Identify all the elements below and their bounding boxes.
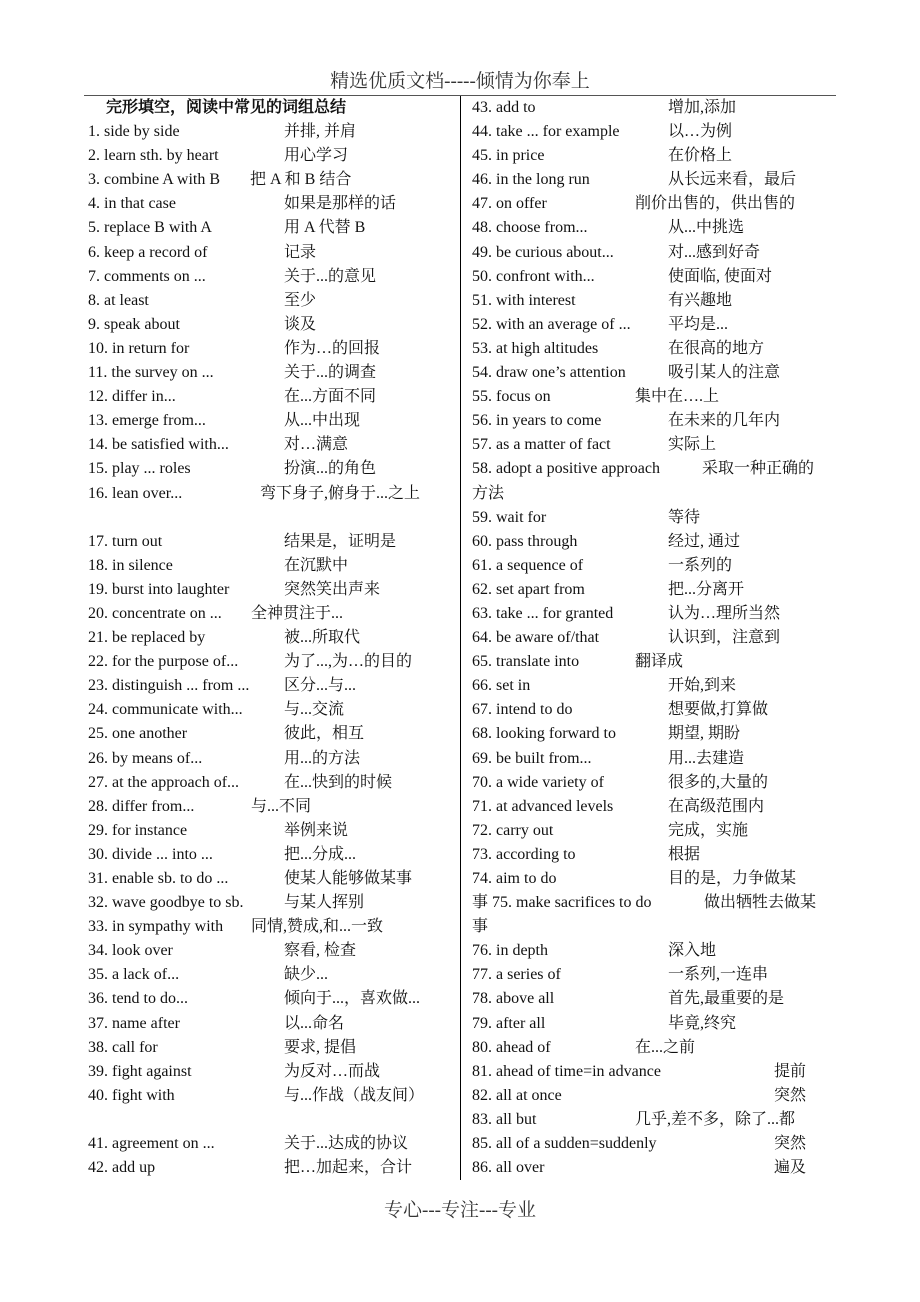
phrase-english: 47. on offer bbox=[472, 195, 547, 213]
phrase-row bbox=[88, 409, 450, 433]
phrase-english: 方法 bbox=[472, 484, 505, 502]
phrase-chinese: 认为…理所当然 bbox=[668, 604, 781, 622]
phrase-english: 48. choose from... bbox=[472, 219, 588, 237]
phrase-chinese: 突然笑出声来 bbox=[284, 580, 381, 598]
phrase-english: 46. in the long run bbox=[472, 171, 590, 189]
phrase-row bbox=[472, 747, 838, 771]
phrase-row bbox=[472, 144, 838, 168]
phrase-english: 29. for instance bbox=[88, 821, 188, 839]
phrase-english: 11. the survey on ... bbox=[88, 364, 214, 382]
phrase-english: 65. translate into bbox=[472, 653, 580, 671]
phrase-chinese: 结果是，证明是 bbox=[284, 532, 397, 550]
phrase-row bbox=[472, 674, 838, 698]
phrase-english: 31. enable sb. to do ... bbox=[88, 870, 229, 887]
phrase-row bbox=[472, 554, 838, 578]
phrase-row bbox=[88, 554, 450, 578]
phrase-chinese: 提前 bbox=[774, 1062, 807, 1080]
phrase-english: 36. tend to do... bbox=[88, 990, 188, 1008]
phrase-row bbox=[88, 433, 450, 457]
phrase-chinese: 一系列,一连串 bbox=[668, 966, 769, 984]
phrase-row bbox=[88, 120, 450, 144]
phrase-chinese: 从...中出现 bbox=[284, 412, 361, 430]
phrase-english: 3. combine A with B bbox=[88, 171, 220, 189]
phrase-row bbox=[472, 722, 838, 746]
phrase-chinese: 翻译成 bbox=[635, 653, 684, 671]
phrase-english: 61. a sequence of bbox=[472, 556, 584, 574]
phrase-row bbox=[88, 1060, 450, 1084]
phrase-chinese: 突然 bbox=[774, 1135, 807, 1153]
phrase-chinese: 采取一种正确的 bbox=[702, 460, 815, 478]
phrase-row bbox=[472, 482, 838, 506]
phrase-english: 62. set apart from bbox=[472, 580, 585, 598]
phrase-english: 44. take ... for example bbox=[472, 123, 620, 141]
phrase-english: 34. look over bbox=[88, 942, 173, 960]
phrase-chinese: 区分...与... bbox=[284, 677, 357, 695]
phrase-row bbox=[472, 1156, 838, 1180]
phrase-row bbox=[472, 192, 838, 216]
phrase-chinese: 与...作战（战友间） bbox=[284, 1086, 425, 1104]
phrase-row bbox=[88, 819, 450, 843]
phrase-english: 6. keep a record of bbox=[88, 243, 208, 261]
phrase-row bbox=[88, 867, 450, 891]
phrase-chinese: 在...方面不同 bbox=[284, 388, 377, 406]
phrase-row bbox=[88, 241, 450, 265]
phrase-english: 82. all at once bbox=[472, 1086, 562, 1104]
phrase-row bbox=[472, 698, 838, 722]
phrase-row bbox=[88, 698, 450, 722]
phrase-english: 12. differ in... bbox=[88, 388, 176, 406]
phrase-english: 50. confront with... bbox=[472, 267, 595, 285]
phrase-english: 54. draw one’s attention bbox=[472, 364, 626, 382]
phrase-row bbox=[88, 915, 450, 939]
phrase-chinese: 期望, 期盼 bbox=[668, 725, 741, 743]
phrase-english: 事 bbox=[472, 918, 489, 936]
phrase-chinese: 遍及 bbox=[774, 1159, 807, 1177]
phrase-english: 66. set in bbox=[472, 677, 531, 695]
phrase-chinese: 削价出售的，供出售的 bbox=[635, 195, 796, 213]
phrase-row bbox=[88, 963, 450, 987]
phrase-english: 8. at least bbox=[88, 291, 149, 309]
phrase-english: 14. be satisfied with... bbox=[88, 436, 229, 454]
phrase-chinese: 用 A 代替 B bbox=[284, 219, 366, 237]
phrase-chinese: 吸引某人的注意 bbox=[668, 364, 781, 382]
phrase-english: 49. be curious about... bbox=[472, 243, 614, 261]
phrase-row bbox=[472, 120, 838, 144]
phrase-row bbox=[88, 771, 450, 795]
phrase-chinese: 使面临, 使面对 bbox=[668, 267, 773, 285]
phrase-row bbox=[88, 337, 450, 361]
phrase-chinese: 根据 bbox=[668, 845, 701, 863]
phrase-row bbox=[88, 289, 450, 313]
phrase-chinese: 把…加起来，合计 bbox=[284, 1159, 413, 1177]
phrase-english: 23. distinguish ... from ... bbox=[88, 677, 250, 695]
phrase-english: 57. as a matter of fact bbox=[472, 436, 611, 454]
column-divider bbox=[460, 96, 461, 1180]
phrase-english: 20. concentrate on ... bbox=[88, 604, 222, 622]
phrase-row bbox=[88, 722, 450, 746]
phrase-english: 83. all but bbox=[472, 1110, 537, 1128]
left-column bbox=[88, 96, 450, 1180]
phrase-english: 42. add up bbox=[88, 1159, 156, 1177]
phrase-row bbox=[472, 216, 838, 240]
page-header: 精选优质文档-----倾情为你奉上 bbox=[330, 71, 590, 92]
phrase-chinese: 在...快到的时候 bbox=[284, 773, 393, 791]
phrase-chinese: 把 A 和 B 结合 bbox=[250, 171, 352, 189]
phrase-row bbox=[88, 1108, 450, 1132]
phrase-row bbox=[88, 650, 450, 674]
phrase-english: 24. communicate with... bbox=[88, 701, 243, 719]
phrase-row bbox=[88, 457, 450, 481]
phrase-row bbox=[472, 361, 838, 385]
phrase-chinese: 有兴趣地 bbox=[668, 291, 733, 309]
phrase-row bbox=[472, 385, 838, 409]
phrase-chinese: 用心学习 bbox=[284, 147, 349, 165]
phrase-chinese: 首先,最重要的是 bbox=[668, 990, 785, 1008]
phrase-row bbox=[472, 1036, 838, 1060]
phrase-row bbox=[472, 771, 838, 795]
phrase-english: 33. in sympathy with bbox=[88, 918, 224, 936]
phrase-chinese: 使某人能够做某事 bbox=[284, 870, 413, 887]
phrase-chinese: 等待 bbox=[668, 508, 701, 526]
phrase-chinese: 在...之前 bbox=[635, 1038, 696, 1056]
phrase-row bbox=[472, 506, 838, 530]
phrase-row bbox=[472, 915, 838, 939]
phrase-row bbox=[88, 1084, 450, 1108]
phrase-row bbox=[88, 795, 450, 819]
phrase-chinese: 突然 bbox=[774, 1086, 807, 1104]
phrase-row bbox=[88, 482, 450, 506]
phrase-chinese: 倾向于...，喜欢做... bbox=[284, 990, 421, 1008]
phrase-chinese: 与某人挥别 bbox=[284, 894, 365, 912]
phrase-chinese: 一系列的 bbox=[668, 556, 733, 574]
phrase-row bbox=[88, 843, 450, 867]
phrase-row bbox=[88, 216, 450, 240]
phrase-english: 58. adopt a positive approach bbox=[472, 460, 660, 478]
phrase-row bbox=[88, 1156, 450, 1180]
phrase-english: 25. one another bbox=[88, 725, 188, 743]
phrase-row bbox=[88, 530, 450, 554]
phrase-row bbox=[472, 963, 838, 987]
phrase-chinese: 平均是... bbox=[668, 315, 729, 333]
phrase-english: 40. fight with bbox=[88, 1086, 175, 1104]
phrase-chinese: 同情,赞成,和...一致 bbox=[251, 918, 384, 936]
phrase-chinese: 并排, 并肩 bbox=[284, 123, 357, 141]
phrase-row bbox=[88, 144, 450, 168]
phrase-english: 77. a series of bbox=[472, 966, 561, 984]
phrase-english: 30. divide ... into ... bbox=[88, 845, 213, 863]
phrase-chinese: 关于...的调查 bbox=[284, 364, 377, 382]
phrase-chinese: 把...分离开 bbox=[668, 580, 745, 598]
phrase-english: 43. add to bbox=[472, 99, 536, 116]
phrase-english: 52. with an average of ... bbox=[472, 315, 631, 333]
phrase-row bbox=[88, 578, 450, 602]
phrase-english: 60. pass through bbox=[472, 532, 578, 550]
phrase-english: 81. ahead of time=in advance bbox=[472, 1062, 661, 1080]
phrase-english: 45. in price bbox=[472, 147, 545, 165]
phrase-english: 63. take ... for granted bbox=[472, 604, 614, 622]
phrase-english: 10. in return for bbox=[88, 339, 190, 357]
phrase-row bbox=[472, 578, 838, 602]
phrase-english: 7. comments on ... bbox=[88, 267, 206, 285]
phrase-row bbox=[472, 530, 838, 554]
phrase-english: 51. with interest bbox=[472, 291, 576, 309]
phrase-row bbox=[472, 819, 838, 843]
phrase-english: 70. a wide variety of bbox=[472, 773, 604, 791]
phrase-english: 16. lean over... bbox=[88, 484, 183, 502]
phrase-chinese: 缺少... bbox=[284, 966, 329, 984]
phrase-english: 32. wave goodbye to sb. bbox=[88, 894, 244, 912]
phrase-row bbox=[472, 1012, 838, 1036]
phrase-chinese: 作为…的回报 bbox=[284, 339, 381, 357]
phrase-chinese: 对…满意 bbox=[284, 436, 349, 454]
phrase-row bbox=[472, 241, 838, 265]
phrase-row bbox=[472, 96, 838, 120]
phrase-row bbox=[472, 602, 838, 626]
phrase-english: 79. after all bbox=[472, 1014, 546, 1032]
phrase-chinese: 几乎,差不多，除了...都 bbox=[635, 1110, 796, 1128]
phrase-english: 59. wait for bbox=[472, 508, 547, 526]
phrase-english: 76. in depth bbox=[472, 942, 548, 960]
section-title: 完形填空，阅读中常见的词组总结 bbox=[106, 99, 347, 116]
phrase-english: 86. all over bbox=[472, 1159, 545, 1177]
phrase-row bbox=[472, 1108, 838, 1132]
phrase-english: 4. in that case bbox=[88, 195, 176, 213]
phrase-row bbox=[88, 939, 450, 963]
phrase-row bbox=[88, 602, 450, 626]
phrase-english: 22. for the purpose of... bbox=[88, 653, 239, 671]
phrase-row bbox=[472, 1060, 838, 1084]
phrase-english: 5. replace B with A bbox=[88, 219, 212, 237]
phrase-chinese: 目的是，力争做某 bbox=[668, 870, 797, 887]
phrase-chinese: 全神贯注于... bbox=[251, 604, 344, 622]
phrase-row bbox=[472, 939, 838, 963]
phrase-row bbox=[88, 168, 450, 192]
phrase-english: 18. in silence bbox=[88, 556, 173, 574]
phrase-chinese: 被...所取代 bbox=[284, 629, 361, 647]
phrase-row bbox=[472, 313, 838, 337]
phrase-row bbox=[88, 747, 450, 771]
phrase-chinese: 为了...,为…的目的 bbox=[284, 653, 413, 671]
phrase-chinese: 举例来说 bbox=[284, 821, 349, 839]
phrase-english: 21. be replaced by bbox=[88, 629, 206, 647]
phrase-row bbox=[88, 313, 450, 337]
phrase-chinese: 很多的,大量的 bbox=[668, 773, 769, 791]
phrase-english: 27. at the approach of... bbox=[88, 773, 240, 791]
phrase-chinese: 在很高的地方 bbox=[668, 339, 765, 357]
phrase-chinese: 为反对…而战 bbox=[284, 1062, 381, 1080]
phrase-english: 67. intend to do bbox=[472, 701, 573, 719]
phrase-row bbox=[88, 987, 450, 1011]
phrase-english: 69. be built from... bbox=[472, 749, 592, 767]
phrase-english: 35. a lack of... bbox=[88, 966, 180, 984]
phrase-chinese: 深入地 bbox=[668, 942, 717, 960]
phrase-row bbox=[88, 1036, 450, 1060]
phrase-row bbox=[88, 1012, 450, 1036]
phrase-english: 41. agreement on ... bbox=[88, 1135, 215, 1153]
phrase-chinese: 对...感到好奇 bbox=[668, 243, 761, 261]
phrase-row bbox=[88, 891, 450, 915]
phrase-row bbox=[472, 265, 838, 289]
phrase-row bbox=[472, 626, 838, 650]
phrase-row bbox=[88, 674, 450, 698]
phrase-chinese: 完成，实施 bbox=[668, 821, 749, 839]
phrase-chinese: 用...去建造 bbox=[668, 749, 745, 767]
phrase-english: 19. burst into laughter bbox=[88, 580, 230, 598]
phrase-row bbox=[472, 457, 838, 481]
phrase-chinese: 用...的方法 bbox=[284, 749, 361, 767]
phrase-english: 53. at high altitudes bbox=[472, 339, 599, 357]
phrase-english: 28. differ from... bbox=[88, 797, 195, 815]
phrase-chinese: 要求, 提倡 bbox=[284, 1038, 357, 1056]
phrase-english: 事 75. make sacrifices to do bbox=[472, 894, 652, 912]
phrase-chinese: 弯下身子,俯身于...之上 bbox=[260, 484, 421, 502]
phrase-chinese: 察看, 检查 bbox=[284, 942, 357, 960]
phrase-english: 17. turn out bbox=[88, 532, 163, 550]
phrase-english: 13. emerge from... bbox=[88, 412, 206, 430]
phrase-row bbox=[88, 265, 450, 289]
phrase-english: 38. call for bbox=[88, 1038, 158, 1056]
phrase-row bbox=[88, 192, 450, 216]
phrase-chinese: 认识到，注意到 bbox=[668, 629, 781, 647]
phrase-chinese: 至少 bbox=[284, 291, 317, 309]
phrase-chinese: 关于...达成的协议 bbox=[284, 1135, 409, 1153]
phrase-chinese: 与...不同 bbox=[251, 797, 312, 815]
phrase-chinese: 想要做,打算做 bbox=[668, 701, 769, 719]
phrase-chinese: 在沉默中 bbox=[284, 556, 349, 574]
phrase-chinese: 毕竟,终究 bbox=[668, 1014, 737, 1032]
phrase-chinese: 谈及 bbox=[284, 315, 317, 333]
phrase-english: 78. above all bbox=[472, 990, 555, 1008]
phrase-chinese: 在高级范围内 bbox=[668, 797, 765, 815]
phrase-english: 64. be aware of/that bbox=[472, 629, 600, 647]
phrase-english: 9. speak about bbox=[88, 315, 180, 333]
phrase-english: 39. fight against bbox=[88, 1062, 192, 1080]
phrase-english: 55. focus on bbox=[472, 388, 551, 406]
phrase-row bbox=[472, 987, 838, 1011]
phrase-row bbox=[472, 795, 838, 819]
phrase-english: 56. in years to come bbox=[472, 412, 602, 430]
phrase-row bbox=[88, 626, 450, 650]
page-footer: 专心---专注---专业 bbox=[384, 1200, 536, 1221]
phrase-english: 37. name after bbox=[88, 1014, 180, 1032]
phrase-row bbox=[88, 506, 450, 530]
phrase-row bbox=[472, 650, 838, 674]
phrase-chinese: 彼此，相互 bbox=[284, 725, 365, 743]
phrase-row bbox=[472, 337, 838, 361]
phrase-chinese: 扮演...的角色 bbox=[284, 460, 377, 478]
phrase-row bbox=[472, 433, 838, 457]
phrase-english: 1. side by side bbox=[88, 123, 180, 141]
phrase-chinese: 从长远来看，最后 bbox=[668, 171, 797, 189]
phrase-english: 68. looking forward to bbox=[472, 725, 616, 743]
phrase-english: 85. all of a sudden=suddenly bbox=[472, 1135, 657, 1153]
phrase-chinese: 以…为例 bbox=[668, 123, 733, 141]
phrase-english: 73. according to bbox=[472, 845, 576, 863]
phrase-chinese: 把...分成... bbox=[284, 845, 357, 863]
phrase-row bbox=[88, 361, 450, 385]
phrase-english: 80. ahead of bbox=[472, 1038, 551, 1056]
phrase-english: 26. by means of... bbox=[88, 749, 203, 767]
phrase-chinese: 与...交流 bbox=[284, 701, 345, 719]
phrase-row bbox=[472, 867, 838, 891]
phrase-chinese: 增加,添加 bbox=[668, 99, 737, 116]
phrase-chinese: 以...命名 bbox=[284, 1014, 345, 1032]
right-column bbox=[472, 96, 838, 1180]
phrase-row bbox=[472, 843, 838, 867]
phrase-chinese: 从...中挑选 bbox=[668, 219, 745, 237]
phrase-chinese: 如果是那样的话 bbox=[284, 195, 397, 213]
phrase-chinese: 在价格上 bbox=[668, 147, 733, 165]
phrase-chinese: 开始,到来 bbox=[668, 677, 737, 695]
phrase-row bbox=[88, 1132, 450, 1156]
phrase-row bbox=[472, 289, 838, 313]
phrase-chinese: 经过, 通过 bbox=[668, 532, 741, 550]
phrase-chinese: 在未来的几年内 bbox=[668, 412, 781, 430]
phrase-chinese: 集中在….上 bbox=[635, 388, 720, 406]
phrase-english: 15. play ... roles bbox=[88, 460, 191, 478]
phrase-chinese: 做出牺牲去做某 bbox=[704, 894, 817, 912]
phrase-row bbox=[472, 1084, 838, 1108]
phrase-row bbox=[472, 891, 838, 915]
phrase-chinese: 记录 bbox=[284, 243, 317, 261]
phrase-row bbox=[472, 1132, 838, 1156]
phrase-english: 71. at advanced levels bbox=[472, 797, 614, 815]
phrase-row bbox=[88, 385, 450, 409]
phrase-row bbox=[472, 409, 838, 433]
phrase-chinese: 实际上 bbox=[668, 436, 717, 454]
phrase-english: 2. learn sth. by heart bbox=[88, 147, 219, 165]
phrase-chinese: 关于...的意见 bbox=[284, 267, 377, 285]
phrase-english: 72. carry out bbox=[472, 821, 554, 839]
phrase-row bbox=[472, 168, 838, 192]
phrase-english: 74. aim to do bbox=[472, 870, 557, 887]
